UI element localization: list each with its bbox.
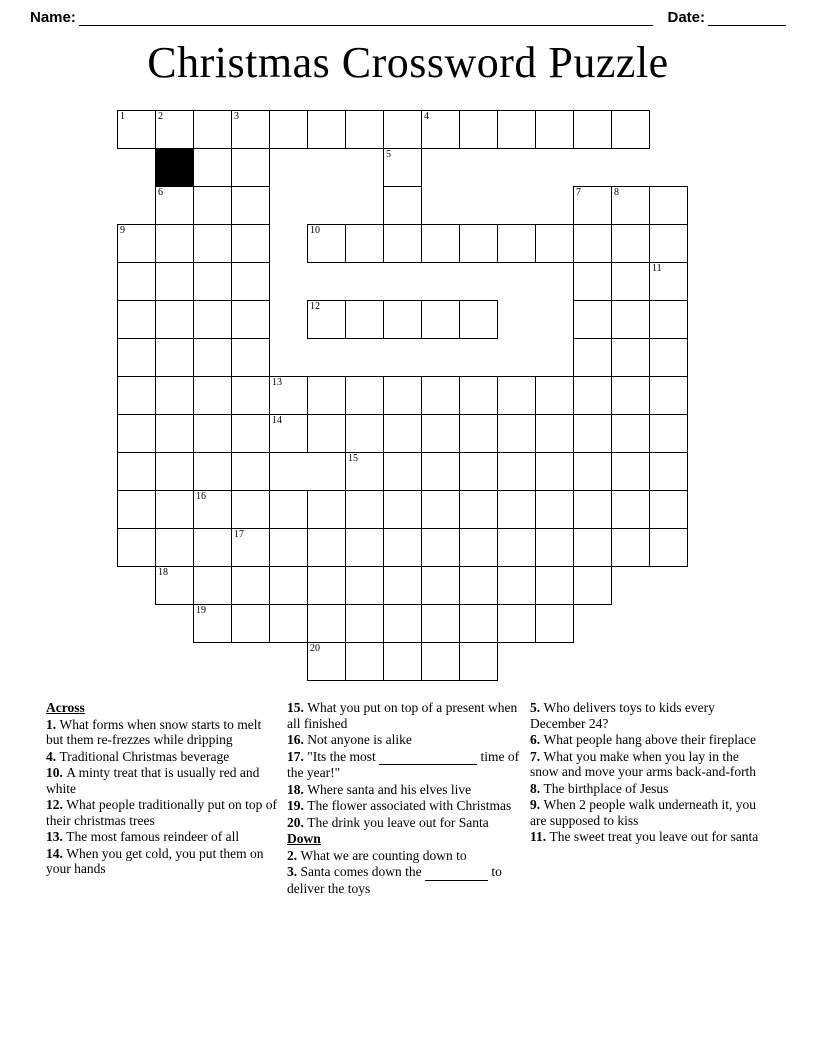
grid-cell-number: 8 xyxy=(614,187,619,198)
clue-number: 3. xyxy=(287,864,301,879)
clue-text: Traditional Christmas beverage xyxy=(59,748,230,764)
grid-cell[interactable] xyxy=(611,262,650,301)
date-input-line[interactable] xyxy=(708,12,786,26)
grid-cell[interactable] xyxy=(155,338,194,377)
grid-cell[interactable] xyxy=(649,490,688,529)
grid-cell[interactable] xyxy=(231,604,270,643)
grid-cell[interactable] xyxy=(497,452,536,491)
clue-number: 4. xyxy=(46,748,60,764)
grid-cell-number: 20 xyxy=(310,643,320,654)
grid-cell[interactable] xyxy=(535,224,574,263)
clue-text: Who delivers toys to kids every December 24? xyxy=(530,700,715,731)
clue-list-continued xyxy=(287,700,520,896)
grid-cell[interactable] xyxy=(611,452,650,491)
clue-item xyxy=(287,782,520,798)
clue-item xyxy=(46,829,277,845)
grid-cell[interactable] xyxy=(649,338,688,377)
grid-cell[interactable] xyxy=(307,414,346,453)
clue-item xyxy=(287,848,520,864)
grid-cell[interactable] xyxy=(345,414,384,453)
clue-number: 8. xyxy=(530,780,544,796)
clue-text: The sweet treat you leave out for santa xyxy=(549,829,759,844)
grid-cell[interactable] xyxy=(421,224,460,263)
clue-number: 7. xyxy=(530,748,544,764)
clue-text: Santa comes down the xyxy=(300,864,425,879)
grid-cell[interactable] xyxy=(459,110,498,149)
clue-item xyxy=(46,797,277,828)
grid-cell[interactable] xyxy=(573,300,612,339)
clue-number: 12. xyxy=(46,797,67,812)
grid-cell[interactable] xyxy=(231,300,270,339)
page-title: Christmas Crossword Puzzle xyxy=(147,38,669,87)
down-clue-list xyxy=(530,700,760,845)
clue-text: The birthplace of Jesus xyxy=(543,780,669,796)
worksheet-header xyxy=(30,0,786,26)
grid-cell[interactable] xyxy=(345,224,384,263)
name-input-line[interactable] xyxy=(79,12,654,26)
grid-cell[interactable] xyxy=(155,224,194,263)
grid-cell[interactable] xyxy=(231,376,270,415)
grid-cell[interactable] xyxy=(459,376,498,415)
grid-cell[interactable] xyxy=(611,186,650,225)
grid-cell[interactable] xyxy=(117,300,156,339)
grid-cell[interactable] xyxy=(459,224,498,263)
grid-cell[interactable] xyxy=(193,490,232,529)
grid-cell-number: 15 xyxy=(348,453,358,464)
clue-text: A minty treat that is usually red and white xyxy=(46,765,260,796)
grid-cell[interactable] xyxy=(421,642,460,681)
grid-cell[interactable] xyxy=(421,376,460,415)
clue-blank xyxy=(425,864,488,881)
grid-cell[interactable] xyxy=(421,300,460,339)
grid-cell[interactable] xyxy=(307,300,346,339)
clues-column-2 xyxy=(287,700,530,960)
grid-cell[interactable] xyxy=(383,300,422,339)
grid-cell[interactable] xyxy=(345,376,384,415)
clue-text: What people hang above their fireplace xyxy=(543,732,757,747)
grid-cell[interactable] xyxy=(155,376,194,415)
grid-cell[interactable] xyxy=(307,528,346,567)
grid-cell[interactable] xyxy=(649,262,688,301)
grid-cell[interactable] xyxy=(535,376,574,415)
clue-text: What you put on top of a present when all finished xyxy=(287,700,518,731)
grid-cell[interactable] xyxy=(611,414,650,453)
grid-cell[interactable] xyxy=(535,490,574,529)
grid-cell-number: 12 xyxy=(310,301,320,312)
grid-cell[interactable] xyxy=(193,148,232,187)
crossword-grid[interactable] xyxy=(117,110,702,695)
grid-cell[interactable] xyxy=(611,376,650,415)
clue-item xyxy=(46,765,277,796)
clue-text: The drink you leave out for Santa xyxy=(307,814,489,830)
grid-cell[interactable] xyxy=(193,300,232,339)
grid-cell[interactable] xyxy=(649,300,688,339)
grid-cell[interactable] xyxy=(383,528,422,567)
grid-cell[interactable] xyxy=(497,224,536,263)
grid-cell[interactable] xyxy=(383,148,422,187)
grid-cell[interactable] xyxy=(231,338,270,377)
clue-item xyxy=(287,700,520,731)
grid-cell[interactable] xyxy=(421,452,460,491)
grid-cell[interactable] xyxy=(497,490,536,529)
grid-cell[interactable] xyxy=(497,376,536,415)
clue-item xyxy=(530,781,760,797)
grid-cell[interactable] xyxy=(117,528,156,567)
grid-cell[interactable] xyxy=(421,490,460,529)
grid-cell[interactable] xyxy=(421,604,460,643)
clue-item xyxy=(530,749,760,780)
grid-cell[interactable] xyxy=(193,110,232,149)
grid-cell[interactable] xyxy=(269,490,308,529)
grid-cell[interactable] xyxy=(307,642,346,681)
grid-cell[interactable] xyxy=(117,338,156,377)
name-field-group xyxy=(30,9,667,26)
grid-cell[interactable] xyxy=(611,300,650,339)
grid-cell[interactable] xyxy=(383,452,422,491)
grid-cell[interactable] xyxy=(231,110,270,149)
grid-cell-number: 9 xyxy=(120,225,125,236)
clue-text: The flower associated with Christmas xyxy=(307,798,512,813)
grid-cell[interactable] xyxy=(193,186,232,225)
grid-cell[interactable] xyxy=(573,490,612,529)
grid-cell[interactable] xyxy=(649,528,688,567)
grid-cell[interactable] xyxy=(421,110,460,149)
grid-cell[interactable] xyxy=(573,224,612,263)
grid-cell[interactable] xyxy=(421,414,460,453)
grid-cell[interactable] xyxy=(231,186,270,225)
grid-cell[interactable] xyxy=(231,148,270,187)
grid-cell[interactable] xyxy=(193,566,232,605)
grid-cell-number: 13 xyxy=(272,377,282,388)
clue-number: 14. xyxy=(46,845,67,861)
clue-number: 11. xyxy=(530,829,550,844)
clue-item xyxy=(530,700,760,731)
grid-cell[interactable] xyxy=(649,452,688,491)
clue-item xyxy=(46,749,277,765)
grid-cell[interactable] xyxy=(231,224,270,263)
grid-cell[interactable] xyxy=(307,376,346,415)
grid-cell[interactable] xyxy=(535,604,574,643)
clue-text: The most famous reindeer of all xyxy=(66,829,240,844)
grid-cell[interactable] xyxy=(535,566,574,605)
clue-item xyxy=(530,829,760,845)
grid-cell[interactable] xyxy=(231,452,270,491)
grid-cell-number: 1 xyxy=(120,111,125,122)
grid-cell[interactable] xyxy=(193,414,232,453)
down-heading: Down xyxy=(287,831,321,846)
grid-cell[interactable] xyxy=(383,490,422,529)
grid-cell[interactable] xyxy=(231,528,270,567)
clue-item xyxy=(530,797,760,828)
grid-cell-number: 2 xyxy=(158,111,163,122)
grid-cell-number: 19 xyxy=(196,605,206,616)
grid-cell[interactable] xyxy=(535,110,574,149)
grid-cell[interactable] xyxy=(383,110,422,149)
grid-cell-number: 10 xyxy=(310,225,320,236)
grid-cell[interactable] xyxy=(497,566,536,605)
clue-number: 16. xyxy=(287,732,308,747)
clue-text: time of the year!" xyxy=(287,748,520,780)
grid-cell[interactable] xyxy=(155,262,194,301)
across-heading: Across xyxy=(46,700,85,715)
clue-number: 6. xyxy=(530,732,544,747)
clue-text: What forms when snow starts to melt but them re-frezzes while dripping xyxy=(46,716,262,747)
grid-cell[interactable] xyxy=(231,566,270,605)
grid-cell[interactable] xyxy=(459,642,498,681)
grid-cell[interactable] xyxy=(497,414,536,453)
grid-cell[interactable] xyxy=(611,490,650,529)
clue-text: Where santa and his elves live xyxy=(307,781,472,797)
clue-number: 18. xyxy=(287,781,308,797)
name-label: Name: xyxy=(30,9,76,26)
grid-cell[interactable] xyxy=(497,604,536,643)
grid-cell[interactable] xyxy=(193,604,232,643)
grid-cell[interactable] xyxy=(573,262,612,301)
grid-cell[interactable] xyxy=(117,414,156,453)
clue-number: 17. xyxy=(287,748,308,764)
clue-text: to deliver the toys xyxy=(287,864,502,896)
clue-text: What we are counting down to xyxy=(300,847,467,863)
grid-cell[interactable] xyxy=(345,300,384,339)
grid-cell[interactable] xyxy=(155,110,194,149)
grid-cell-number: 3 xyxy=(234,111,239,122)
grid-cell[interactable] xyxy=(231,414,270,453)
grid-cell[interactable] xyxy=(649,224,688,263)
clue-text: "Its the most xyxy=(307,748,380,764)
clue-blank xyxy=(379,749,477,766)
grid-cell[interactable] xyxy=(307,490,346,529)
grid-cell[interactable] xyxy=(345,452,384,491)
grid-cell[interactable] xyxy=(155,186,194,225)
grid-cell[interactable] xyxy=(459,452,498,491)
grid-cell[interactable] xyxy=(459,566,498,605)
grid-cell[interactable] xyxy=(345,110,384,149)
grid-cell[interactable] xyxy=(611,110,650,149)
grid-cell[interactable] xyxy=(383,224,422,263)
grid-cell[interactable] xyxy=(611,528,650,567)
grid-cell-blocked xyxy=(155,148,194,187)
grid-cell[interactable] xyxy=(573,528,612,567)
grid-cell-number: 16 xyxy=(196,491,206,502)
grid-cell[interactable] xyxy=(193,224,232,263)
clue-number: 5. xyxy=(530,700,544,715)
clue-number: 10. xyxy=(46,765,67,780)
clue-number: 2. xyxy=(287,847,301,863)
grid-cell[interactable] xyxy=(269,110,308,149)
grid-cell[interactable] xyxy=(383,186,422,225)
clue-number: 13. xyxy=(46,829,67,844)
grid-cell[interactable] xyxy=(117,110,156,149)
grid-cell[interactable] xyxy=(117,490,156,529)
clue-number: 20. xyxy=(287,814,308,830)
grid-cell[interactable] xyxy=(345,490,384,529)
grid-cell-number: 5 xyxy=(386,149,391,160)
clue-number: 9. xyxy=(530,797,544,812)
grid-cell[interactable] xyxy=(421,528,460,567)
grid-cell[interactable] xyxy=(155,300,194,339)
grid-cell[interactable] xyxy=(155,528,194,567)
grid-cell[interactable] xyxy=(193,338,232,377)
clue-item xyxy=(287,732,520,748)
grid-cell[interactable] xyxy=(649,376,688,415)
grid-cell[interactable] xyxy=(345,642,384,681)
grid-cell-number: 4 xyxy=(424,111,429,122)
date-field-group xyxy=(667,9,786,26)
grid-cell[interactable] xyxy=(535,414,574,453)
grid-cell[interactable] xyxy=(573,566,612,605)
grid-cell-number: 11 xyxy=(652,263,662,274)
grid-cell[interactable] xyxy=(383,376,422,415)
grid-cell[interactable] xyxy=(421,566,460,605)
grid-cell[interactable] xyxy=(307,110,346,149)
grid-cell[interactable] xyxy=(269,604,308,643)
grid-cell[interactable] xyxy=(535,452,574,491)
clues-column-1 xyxy=(46,700,287,960)
grid-cell[interactable] xyxy=(193,528,232,567)
grid-cell[interactable] xyxy=(117,452,156,491)
grid-cell[interactable] xyxy=(155,452,194,491)
clue-number: 15. xyxy=(287,700,308,715)
grid-cell[interactable] xyxy=(307,224,346,263)
grid-cell[interactable] xyxy=(459,300,498,339)
grid-cell[interactable] xyxy=(193,262,232,301)
grid-cell-number: 7 xyxy=(576,187,581,198)
grid-cell[interactable] xyxy=(269,414,308,453)
clue-text: When 2 people walk underneath it, you are supposed to kiss xyxy=(530,797,757,828)
grid-cell[interactable] xyxy=(573,452,612,491)
grid-cell[interactable] xyxy=(573,338,612,377)
grid-cell[interactable] xyxy=(383,604,422,643)
grid-cell[interactable] xyxy=(573,186,612,225)
clue-item xyxy=(287,864,520,896)
grid-cell[interactable] xyxy=(307,604,346,643)
grid-cell-number: 6 xyxy=(158,187,163,198)
grid-cell[interactable] xyxy=(117,224,156,263)
grid-cell[interactable] xyxy=(155,490,194,529)
grid-cell[interactable] xyxy=(269,376,308,415)
grid-cell[interactable] xyxy=(117,262,156,301)
grid-cell[interactable] xyxy=(193,452,232,491)
clue-item xyxy=(287,749,520,781)
clue-item xyxy=(46,717,277,748)
grid-cell[interactable] xyxy=(117,376,156,415)
clues-column-3 xyxy=(530,700,770,960)
grid-cell[interactable] xyxy=(345,528,384,567)
grid-cell[interactable] xyxy=(383,414,422,453)
grid-cell[interactable] xyxy=(573,414,612,453)
grid-cell[interactable] xyxy=(345,604,384,643)
clue-item xyxy=(530,732,760,748)
grid-cell[interactable] xyxy=(459,490,498,529)
grid-cell[interactable] xyxy=(497,528,536,567)
clue-text: What you make when you lay in the snow and move your arms back-and-forth xyxy=(530,748,757,779)
grid-cell[interactable] xyxy=(269,566,308,605)
clue-number: 1. xyxy=(46,716,60,732)
grid-cell[interactable] xyxy=(193,376,232,415)
clue-item xyxy=(287,798,520,814)
across-clue-list xyxy=(46,717,277,877)
clue-text: What people traditionally put on top of their christmas trees xyxy=(46,797,277,828)
clue-text: When you get cold, you put them on your hands xyxy=(46,845,264,876)
grid-cell[interactable] xyxy=(611,224,650,263)
clue-item xyxy=(46,846,277,877)
grid-cell[interactable] xyxy=(231,490,270,529)
grid-cell[interactable] xyxy=(649,414,688,453)
grid-cell-number: 14 xyxy=(272,415,282,426)
grid-cell[interactable] xyxy=(611,338,650,377)
grid-cell[interactable] xyxy=(573,376,612,415)
grid-cell[interactable] xyxy=(497,110,536,149)
date-label: Date: xyxy=(667,9,705,26)
grid-cell-number: 18 xyxy=(158,567,168,578)
clue-text: Not anyone is alike xyxy=(307,732,412,747)
grid-cell[interactable] xyxy=(535,528,574,567)
clue-number: 19. xyxy=(287,798,308,813)
grid-cell-number: 17 xyxy=(234,529,244,540)
grid-cell[interactable] xyxy=(155,566,194,605)
grid-cell[interactable] xyxy=(155,414,194,453)
grid-cell[interactable] xyxy=(573,110,612,149)
clues-container xyxy=(46,700,770,960)
grid-cell[interactable] xyxy=(231,262,270,301)
grid-cell[interactable] xyxy=(307,566,346,605)
grid-cell[interactable] xyxy=(345,566,384,605)
grid-cell[interactable] xyxy=(269,528,308,567)
grid-cell[interactable] xyxy=(459,528,498,567)
grid-cell[interactable] xyxy=(459,604,498,643)
grid-cell[interactable] xyxy=(649,186,688,225)
grid-cell[interactable] xyxy=(459,414,498,453)
grid-cell[interactable] xyxy=(383,566,422,605)
grid-cell[interactable] xyxy=(383,642,422,681)
clue-item xyxy=(287,815,520,831)
